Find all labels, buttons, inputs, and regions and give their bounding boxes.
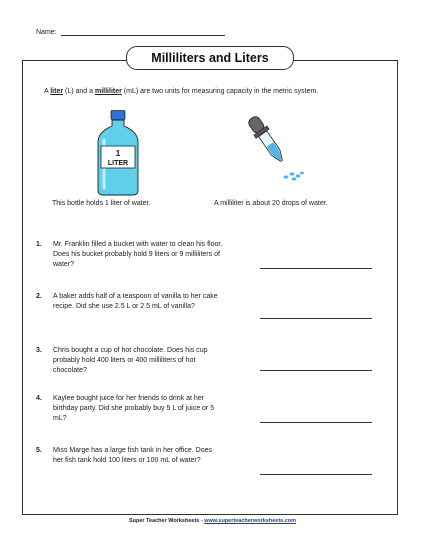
question-1	[36, 240, 236, 270]
bottle-label-unit: LITER	[107, 160, 129, 167]
intro-text	[44, 87, 374, 97]
intro-part1: A	[44, 88, 51, 95]
question-text: Kaylee bought juice for her friends to drink at her birthday party. Did she probably buy 5 L of juice or 5 mL?	[53, 395, 215, 422]
footer	[0, 518, 425, 524]
dropper-tool	[245, 114, 288, 165]
question-text: A baker adds half of a teaspoon of vanilla to her cake recipe. Did she use 2.5 L or 2.5 mL of vanilla?	[53, 293, 218, 310]
answer-line-2[interactable]	[260, 318, 372, 319]
footer-brand: Super Teacher Worksheets	[128, 518, 200, 524]
water-drops	[284, 172, 305, 181]
answer-line-5[interactable]	[260, 474, 372, 475]
bottle-cap	[111, 110, 125, 120]
drop	[300, 172, 304, 175]
footer-url-link[interactable]: www.superteacherworksheets.com	[204, 518, 297, 524]
question-2	[36, 292, 236, 312]
question-text: Mr. Franklin filled a bucket with water to clean his floor. Does his bucket probably hold 9 liters or 9 milliliters of water?	[53, 241, 223, 268]
question-text: Chris bought a cup of hot chocolate. Does his cup probably hold 400 liters or 400 milliliters of hot chocolate?	[53, 347, 208, 374]
question-number: 4.	[36, 395, 42, 402]
question-5	[36, 446, 236, 466]
question-number: 3.	[36, 347, 42, 354]
page-title: Milliliters and Liters	[126, 46, 294, 70]
footer-separator: -	[199, 518, 205, 524]
drop	[292, 177, 297, 180]
question-3	[36, 346, 236, 376]
name-row	[36, 28, 225, 36]
water-bottle-image	[94, 110, 142, 196]
bottle-label-number: 1	[115, 149, 121, 158]
drop	[290, 172, 295, 175]
dropper-image	[244, 114, 314, 186]
intro-part2: (L) and a	[63, 88, 95, 95]
drop	[284, 175, 289, 178]
dropper-caption: A milliliter is about 20 drops of water.	[214, 200, 328, 207]
intro-milliliter-word: milliliter	[95, 88, 122, 95]
question-number: 5.	[36, 447, 42, 454]
question-number: 2.	[36, 293, 42, 300]
answer-line-3[interactable]	[260, 370, 372, 371]
drop	[296, 174, 301, 177]
question-number: 1.	[36, 241, 42, 248]
name-label: Name:	[36, 29, 57, 36]
answer-line-1[interactable]	[260, 268, 372, 269]
bottle-caption: This bottle holds 1 liter of water.	[52, 200, 151, 207]
answer-line-4[interactable]	[260, 422, 372, 423]
question-4	[36, 394, 236, 424]
intro-part3: (mL) are two units for measuring capacity in the metric system.	[121, 88, 319, 95]
intro-liter-word: liter	[50, 88, 64, 95]
name-field[interactable]	[61, 28, 225, 36]
question-text: Miss Marge has a large fish tank in her office. Does her fish tank hold 100 liters or 100 mL of water?	[53, 447, 213, 464]
